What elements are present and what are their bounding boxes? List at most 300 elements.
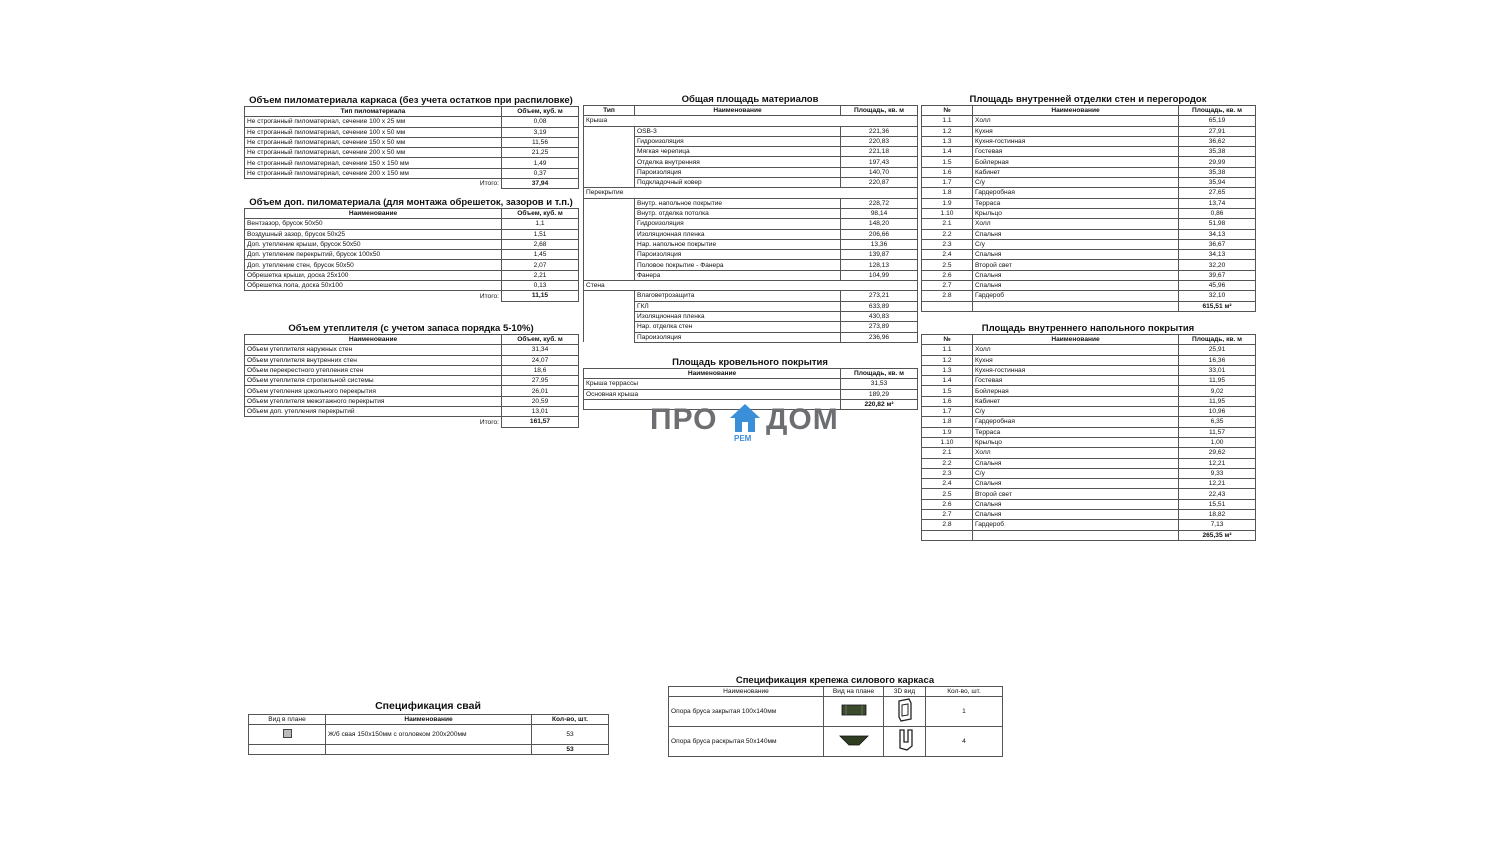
name-cell: Объем доп. утепления перекрытий	[245, 407, 502, 417]
table-row	[922, 270, 1256, 280]
table-row	[922, 219, 1256, 229]
value-cell: 32,10	[1179, 291, 1256, 301]
value-cell: 98,14	[841, 208, 918, 218]
name-cell: Обрешетка крыши, доска 25х100	[245, 270, 502, 280]
table-row	[584, 250, 918, 260]
closed-support-3d-icon	[884, 697, 926, 727]
header-cell: Наименование	[326, 715, 532, 725]
type-cell	[584, 147, 635, 157]
total-value: 615,51 м²	[1179, 301, 1256, 311]
number-cell: 1.7	[922, 178, 973, 188]
number-cell: 2.1	[922, 448, 973, 458]
total-row	[245, 179, 579, 189]
value-cell: 9,02	[1179, 386, 1256, 396]
value-cell: 7,13	[1179, 520, 1256, 530]
name-cell: С/у	[973, 407, 1179, 417]
table-row	[584, 311, 918, 321]
number-cell: 1.8	[922, 188, 973, 198]
table-row	[245, 127, 579, 137]
value-cell: 273,89	[841, 322, 918, 332]
value-cell: 2,68	[502, 239, 579, 249]
name-cell: Доп. утепление стен, брусок 50х50	[245, 260, 502, 270]
name-cell: Гостевая	[973, 147, 1179, 157]
total-label: Итого:	[479, 180, 499, 188]
value-cell: 51,98	[1179, 219, 1256, 229]
name-cell: Спальня	[973, 499, 1179, 509]
table-header-row	[669, 687, 1003, 697]
value-cell: 39,67	[1179, 270, 1256, 280]
name-cell: Пароизоляция	[635, 167, 841, 177]
table-row	[584, 147, 918, 157]
name-cell: Бойлерная	[973, 386, 1179, 396]
value-cell: 35,38	[1179, 167, 1256, 177]
table-row	[922, 116, 1256, 126]
name-cell: Кухня	[973, 126, 1179, 136]
table-row	[245, 250, 579, 260]
name-cell: Вентзазор, брусок 50х50	[245, 219, 502, 229]
value-cell: 11,95	[1179, 376, 1256, 386]
name-cell: Фанера	[635, 270, 841, 280]
number-cell: 1.10	[922, 437, 973, 447]
cell: 53	[532, 725, 609, 745]
table-row	[922, 386, 1256, 396]
type-cell	[584, 208, 635, 218]
extra-lumber-title: Объем доп. пиломатериала (для монтажа обрешеток, зазоров и т.п.)	[249, 197, 573, 208]
materials-table	[583, 105, 918, 343]
value-cell: 65,19	[1179, 116, 1256, 126]
table-row	[245, 270, 579, 280]
name-cell: Холл	[973, 116, 1179, 126]
name-cell: Спальня	[973, 250, 1179, 260]
name-cell: Спальня	[973, 270, 1179, 280]
total-label: Итого:	[479, 418, 499, 426]
value-cell: 18,6	[502, 365, 579, 375]
table-header-row	[245, 335, 579, 345]
floors-title: Площадь внутреннего напольного покрытия	[981, 323, 1195, 334]
table-row	[922, 355, 1256, 365]
name-cell: Холл	[973, 345, 1179, 355]
header-cell: Площадь, кв. м	[1179, 106, 1256, 116]
table-row	[245, 355, 579, 365]
header-cell: Кол-во, шт.	[926, 687, 1003, 697]
piles-title: Спецификация свай	[375, 700, 481, 712]
number-cell: 1.8	[922, 417, 973, 427]
table-row	[922, 468, 1256, 478]
value-cell: 27,95	[502, 376, 579, 386]
name-cell: Гардеробная	[973, 188, 1179, 198]
table-row	[922, 157, 1256, 167]
header-cell: Объем, куб. м	[502, 335, 579, 345]
name-cell: Не строганный пиломатериал, сечение 200 х 150 мм	[245, 168, 502, 178]
value-cell: 16,36	[1179, 355, 1256, 365]
value-cell: 140,70	[841, 167, 918, 177]
value-cell: 236,96	[841, 332, 918, 342]
name-cell: Объем утепления цокольного перекрытия	[245, 386, 502, 396]
piles-table	[248, 714, 609, 755]
value-cell: 34,13	[1179, 229, 1256, 239]
fasteners-section	[668, 675, 1002, 757]
extra-lumber-section	[244, 197, 578, 302]
number-cell: 1.1	[922, 116, 973, 126]
name-cell: Терраса	[973, 427, 1179, 437]
table-row	[245, 345, 579, 355]
table-row	[245, 137, 579, 147]
table-row	[584, 178, 918, 188]
total-cell: 53	[532, 745, 609, 755]
table-header-row	[584, 106, 918, 116]
table-row	[922, 281, 1256, 291]
type-cell	[584, 126, 635, 136]
table-row	[922, 427, 1256, 437]
table-row	[922, 458, 1256, 468]
table-row	[922, 479, 1256, 489]
value-cell: 189,29	[841, 389, 918, 399]
lumber-title: Объем пиломатериала каркаса (без учета остатков при распиловке)	[249, 95, 573, 106]
walls-section	[921, 94, 1255, 312]
total-row	[922, 301, 1256, 311]
table-row	[584, 291, 918, 301]
name-cell: Доп. утепление крыши, брусок 50х50	[245, 239, 502, 249]
table-header-row	[245, 209, 579, 219]
type-cell	[584, 291, 635, 301]
number-cell: 1.2	[922, 126, 973, 136]
type-cell	[584, 250, 635, 260]
type-cell	[584, 229, 635, 239]
value-cell: 206,66	[841, 229, 918, 239]
value-cell: 12,21	[1179, 479, 1256, 489]
table-row	[922, 239, 1256, 249]
total-row	[245, 417, 579, 427]
number-cell: 2.8	[922, 291, 973, 301]
name-cell: Пароизоляция	[635, 332, 841, 342]
type-cell	[584, 270, 635, 280]
type-cell	[584, 311, 635, 321]
name-cell: Объем утеплителя межэтажного перекрытия	[245, 396, 502, 406]
name-cell: Не строганный пиломатериал, сечение 100 х 25 мм	[245, 117, 502, 127]
name-cell: Обрешетка пола, доска 50х100	[245, 281, 502, 291]
name-cell: Холл	[973, 219, 1179, 229]
name-cell: Кабинет	[973, 167, 1179, 177]
table-row	[922, 510, 1256, 520]
number-cell: 2.1	[922, 219, 973, 229]
value-cell: 29,62	[1179, 448, 1256, 458]
number-cell: 2.3	[922, 239, 973, 249]
table-header-row	[249, 715, 609, 725]
name-cell: Изоляционная пленка	[635, 311, 841, 321]
number-cell: 2.7	[922, 281, 973, 291]
value-cell: 35,94	[1179, 178, 1256, 188]
value-cell: 13,74	[1179, 198, 1256, 208]
value-cell: 12,21	[1179, 458, 1256, 468]
open-support-3d-icon	[884, 727, 926, 757]
cell: Ж/б свая 150х150мм с оголовком 200х200мм	[326, 725, 532, 745]
table-row	[922, 499, 1256, 509]
name-cell: Изоляционная пленка	[635, 229, 841, 239]
table-row	[245, 229, 579, 239]
value-cell: 6,35	[1179, 417, 1256, 427]
name-cell: Не строганный пиломатериал, сечение 150 х 50 мм	[245, 137, 502, 147]
table-row	[584, 322, 918, 332]
materials-section	[583, 94, 917, 343]
table-row	[922, 250, 1256, 260]
walls-title: Площадь внутренней отделки стен и перегородок	[969, 94, 1207, 105]
type-cell	[584, 219, 635, 229]
name-cell: Второй свет	[973, 489, 1179, 499]
table-header-row	[922, 106, 1256, 116]
table-row	[922, 136, 1256, 146]
lumber-table	[244, 106, 579, 189]
group-type-cell: Стена	[584, 281, 918, 291]
table-header-row	[922, 335, 1256, 345]
header-cell: Наименование	[584, 369, 841, 379]
total-row	[245, 291, 579, 301]
name-cell: Спальня	[973, 281, 1179, 291]
value-cell: 128,13	[841, 260, 918, 270]
total-value: 37,94	[502, 179, 579, 189]
cell	[249, 745, 326, 755]
value-cell: 45,96	[1179, 281, 1256, 291]
table-row	[245, 407, 579, 417]
number-cell: 2.5	[922, 260, 973, 270]
value-cell: 104,99	[841, 270, 918, 280]
name-cell: Объем утеплителя наружных стен	[245, 345, 502, 355]
name-cell: Гостевая	[973, 376, 1179, 386]
name-cell: Нар. напольное покрытие	[635, 239, 841, 249]
header-cell: Площадь, кв. м	[841, 369, 918, 379]
value-cell: 27,65	[1179, 188, 1256, 198]
header-cell: Площадь, кв. м	[1179, 335, 1256, 345]
table-row	[245, 376, 579, 386]
fasteners-table	[668, 686, 1003, 757]
value-cell: 0,86	[1179, 208, 1256, 218]
table-row	[249, 725, 609, 745]
floors-section	[921, 323, 1255, 541]
type-cell	[584, 198, 635, 208]
table-row	[922, 396, 1256, 406]
header-cell: Наименование	[245, 209, 502, 219]
name-cell: Половое покрытие - Фанера	[635, 260, 841, 270]
name-cell: Внутр. напольное покрытие	[635, 198, 841, 208]
table-row	[922, 178, 1256, 188]
type-cell	[584, 136, 635, 146]
value-cell: 35,38	[1179, 147, 1256, 157]
table-row	[245, 148, 579, 158]
value-cell: 228,72	[841, 198, 918, 208]
header-cell: Вид в плане	[249, 715, 326, 725]
number-cell: 1.6	[922, 167, 973, 177]
value-cell: 220,83	[841, 136, 918, 146]
number-cell: 2.2	[922, 458, 973, 468]
number-cell: 2.4	[922, 479, 973, 489]
value-cell: 22,43	[1179, 489, 1256, 499]
insulation-title: Объем утеплителя (с учетом запаса порядка 5-10%)	[288, 323, 534, 334]
table-row	[584, 389, 918, 399]
table-row	[922, 520, 1256, 530]
table-row	[245, 365, 579, 375]
value-cell: 633,89	[841, 301, 918, 311]
number-cell: 1.1	[922, 345, 973, 355]
number-cell: 2.6	[922, 270, 973, 280]
group-row	[584, 188, 918, 198]
type-cell	[584, 178, 635, 188]
cell: Опора бруса раскрытая 50х140мм	[669, 727, 824, 757]
header-cell: Объем, куб. м	[502, 209, 579, 219]
cell	[326, 745, 532, 755]
name-cell: Спальня	[973, 229, 1179, 239]
table-row	[922, 260, 1256, 270]
table-row	[922, 229, 1256, 239]
header-cell: Вид на плане	[824, 687, 884, 697]
table-row	[922, 437, 1256, 447]
table-row	[245, 239, 579, 249]
type-cell	[584, 332, 635, 342]
name-cell: Гардероб	[973, 520, 1179, 530]
name-cell: Воздушный зазор, брусок 50х25	[245, 229, 502, 239]
table-row	[922, 167, 1256, 177]
value-cell: 32,20	[1179, 260, 1256, 270]
value-cell: 0,08	[502, 117, 579, 127]
fasteners-title: Спецификация крепежа силового каркаса	[735, 675, 935, 686]
value-cell: 31,53	[841, 379, 918, 389]
total-value: 161,57	[502, 417, 579, 427]
table-row	[922, 448, 1256, 458]
name-cell: Второй свет	[973, 260, 1179, 270]
table-row	[245, 260, 579, 270]
value-cell: 1,1	[502, 219, 579, 229]
name-cell: Кухня-гостинная	[973, 136, 1179, 146]
value-cell: 197,43	[841, 157, 918, 167]
type-cell	[584, 157, 635, 167]
number-cell: 1.10	[922, 208, 973, 218]
insulation-table	[244, 334, 579, 428]
name-cell: Крыльцо	[973, 437, 1179, 447]
table-row	[245, 168, 579, 178]
name-cell: Доп. утепление перекрытий, брусок 100х50	[245, 250, 502, 260]
name-cell: Подкладочный ковер	[635, 178, 841, 188]
table-row	[584, 332, 918, 342]
number-cell: 1.3	[922, 136, 973, 146]
value-cell: 34,13	[1179, 250, 1256, 260]
cell: Опора бруса закрытая 100х140мм	[669, 697, 824, 727]
header-cell: Тип пиломатериала	[245, 107, 502, 117]
table-header-row	[245, 107, 579, 117]
value-cell: 0,37	[502, 168, 579, 178]
cell: 4	[926, 727, 1003, 757]
value-cell: 31,34	[502, 345, 579, 355]
header-cell: Тип	[584, 106, 635, 116]
value-cell: 13,36	[841, 239, 918, 249]
header-cell: Наименование	[669, 687, 824, 697]
name-cell: Холл	[973, 448, 1179, 458]
piles-section	[248, 700, 608, 755]
floors-table	[921, 334, 1256, 541]
table-row	[245, 396, 579, 406]
extra-lumber-table	[244, 208, 579, 302]
number-cell: 1.7	[922, 407, 973, 417]
value-cell: 221,36	[841, 126, 918, 136]
value-cell: 1,00	[1179, 437, 1256, 447]
roofing-title: Площадь кровельного покрытия	[672, 357, 828, 368]
number-cell: 2.4	[922, 250, 973, 260]
name-cell: ГКЛ	[635, 301, 841, 311]
number-cell: 1.9	[922, 427, 973, 437]
name-cell: Спальня	[973, 458, 1179, 468]
cell	[973, 530, 1179, 540]
name-cell: Крыша террассы	[584, 379, 841, 389]
table-row	[584, 208, 918, 218]
name-cell: Влаговетрозащита	[635, 291, 841, 301]
number-cell: 1.3	[922, 365, 973, 375]
table-row	[584, 198, 918, 208]
total-row	[922, 530, 1256, 540]
table-row	[245, 158, 579, 168]
value-cell: 139,87	[841, 250, 918, 260]
number-cell: 1.6	[922, 396, 973, 406]
name-cell: С/у	[973, 468, 1179, 478]
table-row	[922, 489, 1256, 499]
group-type-cell: Крыша	[584, 116, 918, 126]
number-cell: 1.4	[922, 147, 973, 157]
value-cell: 36,62	[1179, 136, 1256, 146]
cell: 1	[926, 697, 1003, 727]
header-cell: Кол-во, шт.	[532, 715, 609, 725]
name-cell: Кабинет	[973, 396, 1179, 406]
table-row	[922, 208, 1256, 218]
total-value: 220,82 м²	[841, 399, 918, 409]
name-cell: Основная крыша	[584, 389, 841, 399]
table-row	[584, 157, 918, 167]
value-cell: 9,33	[1179, 468, 1256, 478]
name-cell: Объем утеплителя внутренних стен	[245, 355, 502, 365]
header-cell: Наименование	[973, 335, 1179, 345]
type-cell	[584, 167, 635, 177]
name-cell: Объем перекрестного утепления стен	[245, 365, 502, 375]
value-cell: 10,96	[1179, 407, 1256, 417]
type-cell	[584, 239, 635, 249]
name-cell: Кухня	[973, 355, 1179, 365]
value-cell: 221,18	[841, 147, 918, 157]
table-row	[245, 117, 579, 127]
value-cell: 15,51	[1179, 499, 1256, 509]
table-row	[922, 188, 1256, 198]
name-cell: Отделка внутренняя	[635, 157, 841, 167]
number-cell: 1.5	[922, 157, 973, 167]
table-row	[584, 260, 918, 270]
name-cell: Объем утеплителя стропильной системы	[245, 376, 502, 386]
value-cell: 29,99	[1179, 157, 1256, 167]
name-cell: С/у	[973, 239, 1179, 249]
table-row	[584, 379, 918, 389]
materials-title: Общая площадь материалов	[681, 94, 819, 105]
header-cell: Площадь, кв. м	[841, 106, 918, 116]
number-cell: 1.2	[922, 355, 973, 365]
value-cell: 2,07	[502, 260, 579, 270]
name-cell: Мягкая черепица	[635, 147, 841, 157]
type-cell	[584, 260, 635, 270]
value-cell: 26,01	[502, 386, 579, 396]
header-cell: Наименование	[245, 335, 502, 345]
header-cell: №	[922, 106, 973, 116]
table-row	[922, 291, 1256, 301]
table-row	[669, 697, 1003, 727]
value-cell: 21,25	[502, 148, 579, 158]
table-row	[922, 126, 1256, 136]
table-row	[584, 219, 918, 229]
number-cell: 2.7	[922, 510, 973, 520]
value-cell: 430,83	[841, 311, 918, 321]
house-icon	[729, 403, 761, 433]
name-cell: OSB-3	[635, 126, 841, 136]
